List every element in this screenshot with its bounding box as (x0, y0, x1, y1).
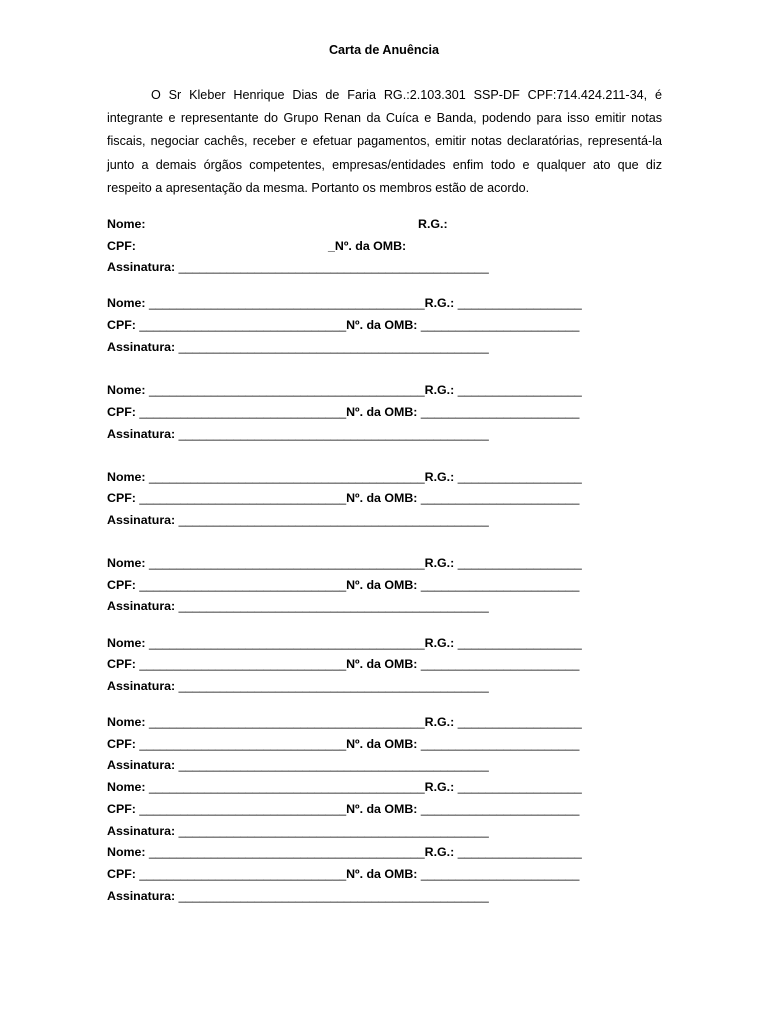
rg-blank[interactable]: __________________ (454, 296, 582, 310)
nome-blank[interactable]: ________________________________________ (145, 636, 425, 650)
signatory-6-name-row (107, 636, 582, 651)
assinatura-label: Assinatura: (107, 599, 176, 613)
cpf-blank[interactable]: ______________________________ (135, 578, 347, 592)
nome-label: Nome: (107, 780, 146, 794)
omb-blank[interactable]: _______________________ (417, 802, 580, 816)
rg-label: R.G.: (424, 636, 455, 650)
nome-label: Nome: (107, 845, 146, 859)
rg-blank[interactable]: __________________ (454, 636, 582, 650)
rg-label: R.G.: (424, 845, 455, 859)
assinatura-blank[interactable]: _____________________________________________ (175, 427, 489, 441)
cpf-label: CPF: (107, 867, 136, 881)
omb-blank[interactable]: _______________________ (417, 318, 580, 332)
nome-blank[interactable]: ________________________________________ (145, 715, 425, 729)
signatory-4-signature-row (107, 513, 489, 528)
signatory-8-signature-row (107, 824, 489, 839)
signatory-3-name-row (107, 383, 582, 398)
signatory-7-signature-row (107, 758, 489, 773)
assinatura-label: Assinatura: (107, 427, 176, 441)
omb-label: Nº. da OMB: (346, 737, 418, 751)
omb-blank[interactable]: _______________________ (417, 405, 580, 419)
cpf-label: CPF: (107, 578, 136, 592)
omb-blank[interactable]: _______________________ (417, 867, 580, 881)
signatory-8-name-row (107, 780, 582, 795)
rg-label: R.G.: (424, 715, 455, 729)
cpf-label: CPF: (107, 802, 136, 816)
signatory-9-signature-row (107, 889, 489, 904)
assinatura-label: Assinatura: (107, 758, 176, 772)
omb-label: Nº. da OMB: (346, 578, 418, 592)
omb-label: Nº. da OMB: (346, 802, 418, 816)
omb-label: Nº. da OMB: (346, 318, 418, 332)
assinatura-label: Assinatura: (107, 340, 176, 354)
signatory-8-cpf-row (107, 802, 579, 817)
nome-blank[interactable]: ________________________________________ (145, 556, 425, 570)
rg-blank[interactable]: __________________ (454, 715, 582, 729)
signatory-2-signature-row (107, 340, 489, 355)
omb-label: _Nº. da OMB: (328, 239, 407, 253)
rg-label: R.G.: (424, 556, 455, 570)
signatory-9-cpf-row (107, 867, 579, 882)
nome-blank[interactable]: ________________________________________ (145, 296, 425, 310)
signatory-1-signature-row (107, 260, 489, 275)
nome-label: Nome: (107, 470, 146, 484)
nome-label: Nome: (107, 636, 146, 650)
signatory-2-cpf-row (107, 318, 579, 333)
declaration-paragraph (107, 84, 662, 200)
signatory-4-cpf-row (107, 491, 579, 506)
rg-blank[interactable]: __________________ (454, 383, 582, 397)
cpf-label: CPF: (107, 318, 136, 332)
assinatura-blank[interactable]: _____________________________________________ (175, 340, 489, 354)
assinatura-label: Assinatura: (107, 679, 176, 693)
rg-blank[interactable]: __________________ (454, 470, 582, 484)
nome-label: Nome: (107, 383, 146, 397)
nome-blank[interactable]: ________________________________________ (145, 845, 425, 859)
assinatura-blank[interactable]: _____________________________________________ (175, 679, 489, 693)
rg-blank[interactable]: __________________ (454, 780, 582, 794)
signatory-7-name-row (107, 715, 582, 730)
omb-blank[interactable]: _______________________ (417, 578, 580, 592)
signatory-5-name-row (107, 556, 582, 571)
omb-blank[interactable]: _______________________ (417, 657, 580, 671)
nome-label: Nome: (107, 556, 146, 570)
assinatura-blank[interactable]: _____________________________________________ (175, 758, 489, 772)
signatory-7-cpf-row (107, 737, 579, 752)
signatory-6-cpf-row (107, 657, 579, 672)
cpf-blank[interactable]: ______________________________ (135, 802, 347, 816)
signatory-2-name-row (107, 296, 582, 311)
rg-blank[interactable]: __________________ (454, 556, 582, 570)
cpf-blank[interactable]: ______________________________ (135, 318, 347, 332)
signatory-6-signature-row (107, 679, 489, 694)
omb-blank[interactable]: _______________________ (417, 491, 580, 505)
signatory-4-name-row (107, 470, 582, 485)
cpf-blank[interactable]: ______________________________ (135, 405, 347, 419)
cpf-label: CPF: (107, 239, 136, 253)
nome-blank[interactable]: ________________________________________ (145, 470, 425, 484)
assinatura-blank[interactable]: _____________________________________________ (175, 889, 489, 903)
nome-blank[interactable]: ________________________________________ (145, 383, 425, 397)
assinatura-label: Assinatura: (107, 260, 176, 274)
assinatura-blank[interactable]: _____________________________________________ (175, 599, 489, 613)
declaration-text: O Sr Kleber Henrique Dias de Faria RG.:2.103.301 SSP-DF CPF:714.424.211-34, é integrante e representante do Grupo Renan da Cuíca e Banda, podendo para isso emitir notas fiscais, negociar cachês, receber e efetuar pagamentos, emitir notas declaratórias, representá-la junto a demais órgãos competentes, empresas/entidades enfim todo e qualquer ato que diz respeito a apresentação da mesma. Portanto os membros estão de acordo. (107, 88, 662, 195)
assinatura-blank[interactable]: _____________________________________________ (175, 513, 489, 527)
assinatura-label: Assinatura: (107, 889, 176, 903)
rg-label: R.G.: (424, 780, 455, 794)
rg-label: R.G.: (424, 296, 455, 310)
cpf-label: CPF: (107, 491, 136, 505)
cpf-blank[interactable]: ______________________________ (135, 491, 347, 505)
document-title: Carta de Anuência (328, 43, 440, 57)
nome-label: Nome: (107, 296, 146, 310)
rg-label: R.G.: (424, 470, 455, 484)
assinatura-blank[interactable]: _____________________________________________ (175, 260, 489, 274)
nome-label: Nome: (107, 715, 146, 729)
signatory-1-name-row (107, 217, 448, 232)
rg-blank[interactable]: __________________ (454, 845, 582, 859)
assinatura-label: Assinatura: (107, 513, 176, 527)
cpf-label: CPF: (107, 737, 136, 751)
omb-label: Nº. da OMB: (346, 405, 418, 419)
signatory-3-cpf-row (107, 405, 579, 420)
signatory-9-name-row (107, 845, 582, 860)
nome-label: Nome: (107, 217, 146, 231)
omb-label: Nº. da OMB: (346, 657, 418, 671)
signatory-5-cpf-row (107, 578, 579, 593)
cpf-blank[interactable]: ______________________________ (135, 867, 347, 881)
rg-label: R.G.: (418, 217, 448, 231)
cpf-blank[interactable]: ______________________________ (135, 737, 347, 751)
signatory-1-cpf-row (107, 239, 407, 254)
cpf-blank[interactable]: ______________________________ (135, 657, 347, 671)
signatory-5-signature-row (107, 599, 489, 614)
assinatura-label: Assinatura: (107, 824, 176, 838)
omb-blank[interactable]: _______________________ (417, 737, 580, 751)
signatory-3-signature-row (107, 427, 489, 442)
cpf-label: CPF: (107, 657, 136, 671)
cpf-label: CPF: (107, 405, 136, 419)
rg-label: R.G.: (424, 383, 455, 397)
assinatura-blank[interactable]: _____________________________________________ (175, 824, 489, 838)
omb-label: Nº. da OMB: (346, 491, 418, 505)
omb-label: Nº. da OMB: (346, 867, 418, 881)
nome-blank[interactable]: ________________________________________ (145, 780, 425, 794)
